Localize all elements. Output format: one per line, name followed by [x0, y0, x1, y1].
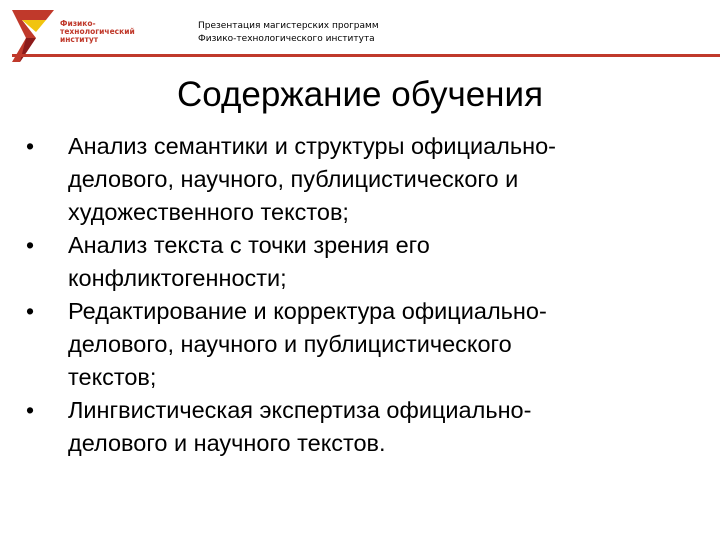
bullet-line: Анализ текста с точки зрения его — [68, 232, 430, 258]
bullet-icon: • — [26, 298, 35, 324]
bullet-line: делового, научного, публицистического и — [68, 166, 519, 192]
bullet-item — [24, 229, 684, 295]
header-line-1: Презентация магистерских программ — [198, 21, 379, 31]
bullet-line: Лингвистическая экспертиза официально- — [68, 397, 532, 423]
bullet-icon: • — [26, 133, 35, 159]
institute-logo — [8, 8, 158, 68]
header-caption — [198, 20, 379, 46]
bullet-item — [24, 130, 684, 229]
bullet-item — [24, 295, 684, 394]
logo-text — [60, 20, 160, 44]
header-line-2: Физико-технологического института — [198, 34, 375, 44]
header-divider — [12, 54, 720, 57]
bullet-list — [24, 130, 684, 460]
logo-line: Физико- — [60, 19, 96, 28]
bullet-line: текстов; — [68, 364, 157, 390]
bullet-line: делового, научного и публицистического — [68, 331, 512, 357]
bullet-line: Редактирование и корректура официально- — [68, 298, 547, 324]
bullet-line: конфликтогенности; — [68, 265, 287, 291]
bullet-line: Анализ семантики и структуры официально- — [68, 133, 557, 159]
slide-title: Содержание обучения — [176, 75, 544, 114]
bullet-line: художественного текстов; — [68, 199, 349, 225]
bullet-icon: • — [26, 232, 35, 258]
logo-line: институт — [60, 35, 99, 44]
logo-line: технологический — [60, 27, 135, 36]
bullet-icon: • — [26, 397, 35, 423]
bullet-item — [24, 394, 684, 460]
bullet-line: делового и научного текстов. — [68, 430, 386, 456]
